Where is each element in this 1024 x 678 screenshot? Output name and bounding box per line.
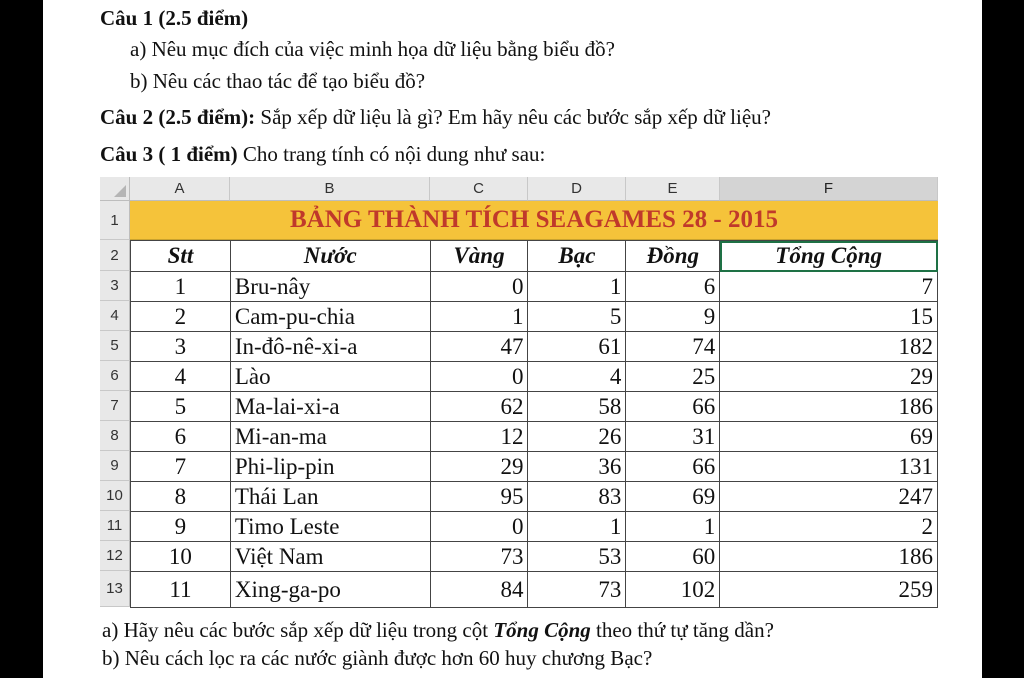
table-cell[interactable]: 36 [528, 452, 626, 482]
table-cell[interactable]: 5 [528, 302, 626, 332]
q3-a-bold: Tổng Cộng [493, 618, 591, 642]
column-header-f[interactable]: F [720, 177, 938, 201]
q3-title: Câu 3 ( 1 điểm) [100, 142, 238, 166]
table-cell[interactable]: 29 [430, 452, 528, 482]
q3-a-prefix: a) Hãy nêu các bước sắp xếp dữ liệu trong cột [102, 618, 494, 642]
table-cell[interactable]: 9 [626, 302, 720, 332]
table-cell[interactable]: 58 [528, 392, 626, 422]
table-row [131, 452, 938, 482]
q1-part-b: b) Nêu các thao tác để tạo biểu đồ? [130, 69, 426, 93]
q3-line [100, 141, 545, 167]
table-header-row [131, 241, 938, 272]
table-row [131, 482, 938, 512]
q3-part-a [102, 617, 774, 643]
table-cell[interactable]: 0 [430, 362, 528, 392]
table-cell[interactable]: 29 [720, 362, 938, 392]
q2-title: Câu 2 (2.5 điểm): [100, 105, 256, 129]
row-header[interactable]: 13 [100, 571, 130, 607]
table-cell[interactable]: 102 [626, 572, 720, 608]
table-cell[interactable]: Thái Lan [230, 482, 430, 512]
q3-text: Cho trang tính có nội dung như sau: [237, 142, 546, 166]
table-cell[interactable]: 1 [626, 512, 720, 542]
table-cell[interactable]: 131 [720, 452, 938, 482]
table-row [131, 332, 938, 362]
table-cell[interactable]: 31 [626, 422, 720, 452]
table-cell[interactable]: 186 [720, 542, 938, 572]
table-row [131, 362, 938, 392]
table-cell[interactable]: 12 [430, 422, 528, 452]
table-cell[interactable]: 25 [626, 362, 720, 392]
table-cell[interactable]: 11 [131, 572, 231, 608]
table-cell[interactable]: 4 [528, 362, 626, 392]
table-cell[interactable]: 66 [626, 452, 720, 482]
table-cell[interactable]: Việt Nam [230, 542, 430, 572]
row-header[interactable]: 8 [100, 421, 130, 451]
row-header[interactable]: 3 [100, 271, 130, 301]
row-header[interactable]: 12 [100, 541, 130, 571]
table-row [131, 572, 938, 608]
row-header[interactable]: 11 [100, 511, 130, 541]
table-cell[interactable]: 8 [131, 482, 231, 512]
row-header[interactable]: 4 [100, 301, 130, 331]
table-cell[interactable]: 5 [131, 392, 231, 422]
table-cell[interactable]: 26 [528, 422, 626, 452]
table-cell[interactable]: Timo Leste [230, 512, 430, 542]
table-cell[interactable]: Bru-nây [230, 272, 430, 302]
table-cell[interactable]: In-đô-nê-xi-a [230, 332, 430, 362]
header-cell[interactable]: Vàng [430, 241, 528, 272]
table-cell[interactable]: Xing-ga-po [230, 572, 430, 608]
row-header[interactable]: 2 [100, 240, 130, 271]
row-header[interactable]: 5 [100, 331, 130, 361]
header-cell[interactable]: Bạc [528, 241, 626, 272]
table-cell[interactable]: 47 [430, 332, 528, 362]
column-header-e[interactable]: E [626, 177, 720, 201]
table-row [131, 392, 938, 422]
row-header[interactable]: 1 [100, 201, 130, 240]
select-all-icon [114, 185, 126, 197]
header-cell[interactable]: Đồng [626, 241, 720, 272]
data-table [130, 240, 938, 608]
table-cell[interactable]: 84 [430, 572, 528, 608]
table-cell[interactable]: 74 [626, 332, 720, 362]
table-cell[interactable]: 182 [720, 332, 938, 362]
table-cell[interactable]: 83 [528, 482, 626, 512]
table-cell[interactable]: 1 [131, 272, 231, 302]
table-cell[interactable]: 247 [720, 482, 938, 512]
table-cell[interactable]: 73 [528, 572, 626, 608]
table-cell[interactable]: 66 [626, 392, 720, 422]
table-cell[interactable]: 62 [430, 392, 528, 422]
table-cell[interactable]: 7 [131, 452, 231, 482]
q3-part-b: b) Nêu cách lọc ra các nước giành được hơn 60 huy chương Bạc? [102, 646, 653, 670]
table-row [131, 422, 938, 452]
table-cell[interactable]: 60 [626, 542, 720, 572]
header-cell[interactable]: Tổng Cộng [720, 241, 938, 272]
header-cell[interactable]: Stt [131, 241, 231, 272]
table-cell[interactable]: 95 [430, 482, 528, 512]
table-cell[interactable]: Phi-lip-pin [230, 452, 430, 482]
table-cell[interactable]: 2 [131, 302, 231, 332]
table-cell[interactable]: 7 [720, 272, 938, 302]
q1-title: Câu 1 (2.5 điểm) [100, 6, 249, 30]
row-header[interactable]: 7 [100, 391, 130, 421]
table-cell[interactable]: 9 [131, 512, 231, 542]
select-all-corner[interactable] [100, 177, 130, 201]
table-cell[interactable]: 1 [430, 302, 528, 332]
table-cell[interactable]: 4 [131, 362, 231, 392]
column-header-d[interactable]: D [528, 177, 626, 201]
table-cell[interactable]: 0 [430, 512, 528, 542]
table-cell[interactable]: 15 [720, 302, 938, 332]
q2-line [100, 104, 771, 130]
table-cell[interactable]: Ma-lai-xi-a [230, 392, 430, 422]
sheet-title[interactable]: BẢNG THÀNH TÍCH SEAGAMES 28 - 2015 [130, 201, 938, 240]
table-cell[interactable]: 6 [131, 422, 231, 452]
table-cell[interactable]: 6 [626, 272, 720, 302]
row-header[interactable]: 6 [100, 361, 130, 391]
header-cell[interactable]: Nước [230, 241, 430, 272]
table-row [131, 542, 938, 572]
column-header-b[interactable]: B [230, 177, 430, 201]
table-cell[interactable]: Lào [230, 362, 430, 392]
table-row [131, 512, 938, 542]
spreadsheet [100, 177, 938, 607]
table-cell[interactable]: 1 [528, 512, 626, 542]
table-cell[interactable]: 69 [626, 482, 720, 512]
q2-text: Sắp xếp dữ liệu là gì? Em hãy nêu các bước sắp xếp dữ liệu? [255, 105, 771, 129]
table-cell[interactable]: 186 [720, 392, 938, 422]
table-cell[interactable]: 69 [720, 422, 938, 452]
table-cell[interactable]: 0 [430, 272, 528, 302]
table-cell[interactable]: 1 [528, 272, 626, 302]
table-row [131, 302, 938, 332]
column-header-a[interactable]: A [130, 177, 230, 201]
table-cell[interactable]: 2 [720, 512, 938, 542]
table-cell[interactable]: 53 [528, 542, 626, 572]
column-header-c[interactable]: C [430, 177, 528, 201]
row-header[interactable]: 10 [100, 481, 130, 511]
q1-part-a: a) Nêu mục đích của việc minh họa dữ liệu bằng biểu đồ? [130, 37, 615, 61]
table-cell[interactable]: Cam-pu-chia [230, 302, 430, 332]
q3-a-suffix: theo thứ tự tăng dần? [590, 618, 774, 642]
table-cell[interactable]: Mi-an-ma [230, 422, 430, 452]
table-cell[interactable]: 73 [430, 542, 528, 572]
table-cell[interactable]: 61 [528, 332, 626, 362]
row-header[interactable]: 9 [100, 451, 130, 481]
table-cell[interactable]: 3 [131, 332, 231, 362]
table-cell[interactable]: 10 [131, 542, 231, 572]
table-cell[interactable]: 259 [720, 572, 938, 608]
table-row [131, 272, 938, 302]
